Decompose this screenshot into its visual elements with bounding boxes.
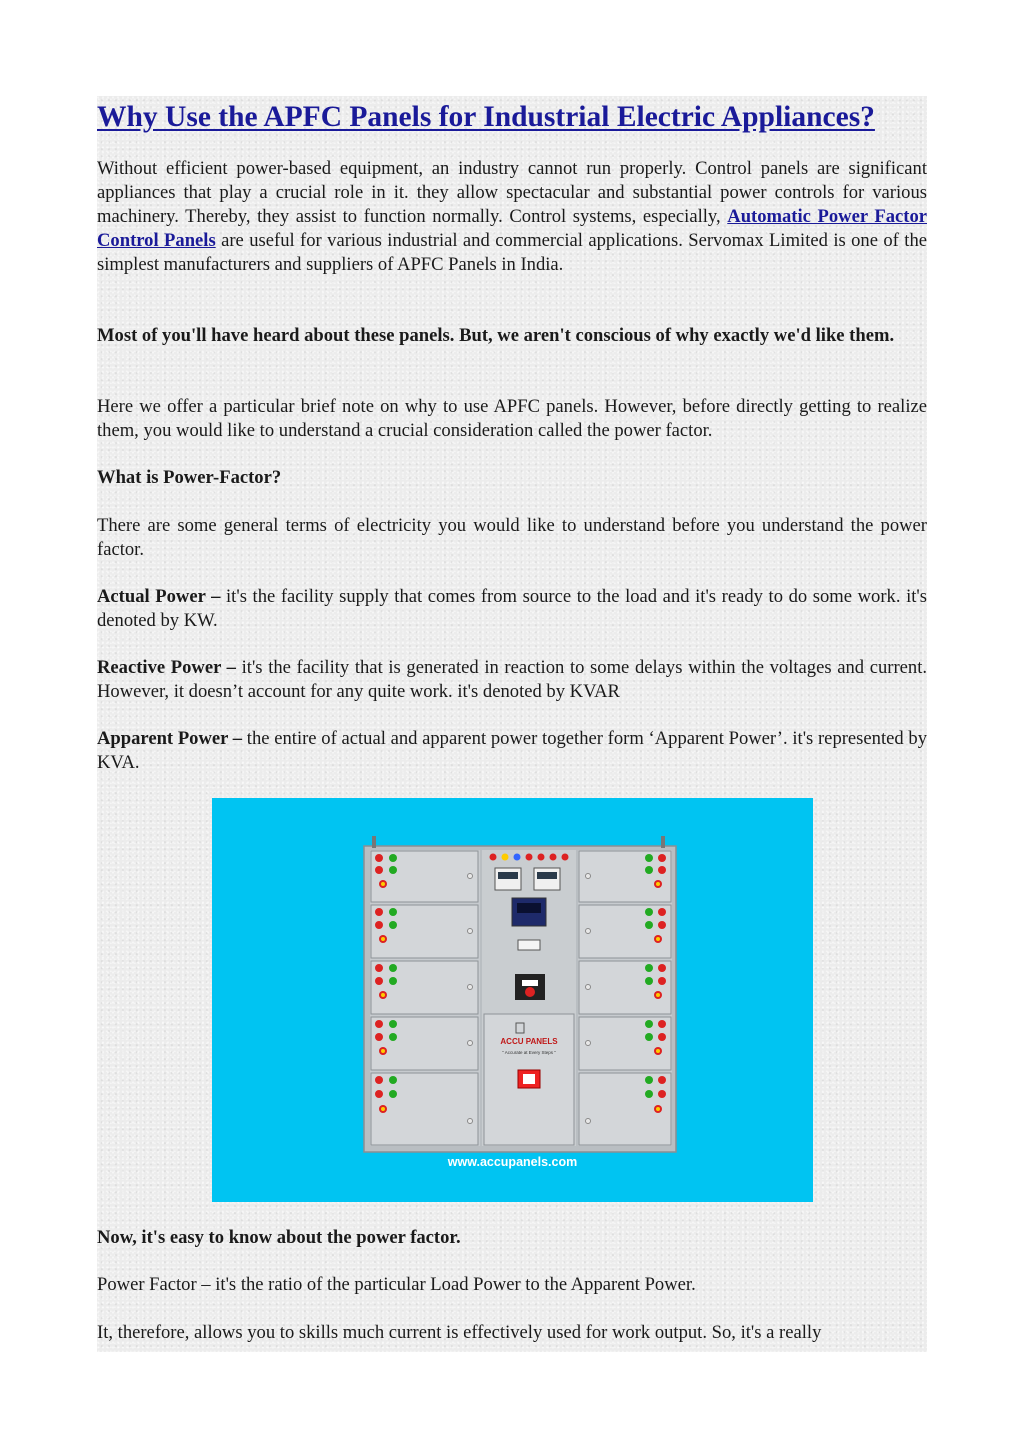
actual-power-text: it's the facility supply that comes from source to the load and it's ready to do some work. it's denoted by KW. [97,586,927,631]
apparent-power-text: the entire of actual and apparent power together form ‘Apparent Power’. it's represented by KVA. [97,728,927,773]
reactive-power-text: it's the facility that is generated in reaction to some delays within the voltages and current. However, it doesn’t account for any quite work. it's denoted by KVAR [97,657,927,702]
image-caption: www.accupanels.com [447,1155,578,1169]
brief-note-paragraph: Here we offer a particular brief note on why to use APFC panels. However, before directly getting to realize them, you would like to understand a crucial consideration called the power factor. [97,396,927,441]
power-factor-heading-text: What is Power-Factor? [97,467,282,488]
brand-logo-text: ACCU PANELS [500,1037,558,1046]
intro-text-start: Without efficient power-based equipment, an industry cannot run properly. Control panels are significant appliances that play a crucial role in it. they allow spectacular and substantial power controls for various machinery. Thereby, they assist to function normally. Control systems, especially, [97,158,927,227]
intro-text-end: are useful for various industrial and commercial applications. Servomax Limited is one of the simplest manufacturers and suppliers of APFC Panels in India. [97,230,927,275]
now-easy-heading [97,1226,927,1250]
brand-tagline: " Accurate at Every Steps " [502,1050,556,1055]
apparent-power-paragraph [97,727,927,775]
actual-power-term: Actual Power – [97,586,221,607]
apfc-panel-image [212,798,813,1202]
reactive-power-paragraph [97,656,927,704]
apfc-panel-illustration [212,798,813,1202]
closing-paragraph: It, therefore, allows you to skills much current is effectively used for work output. So, it's a really [97,1322,822,1343]
bold-question-text: Most of you'll have heard about these panels. But, we aren't conscious of why exactly we'd like them. [97,325,895,346]
page-title: Why Use the APFC Panels for Industrial Electric Appliances? [97,101,875,133]
power-factor-heading [97,466,927,490]
intro-paragraph [97,157,927,277]
document-page [97,96,927,1352]
general-terms-paragraph: There are some general terms of electricity you would like to understand before you understand the power factor. [97,515,927,560]
power-factor-definition: Power Factor – it's the ratio of the particular Load Power to the Apparent Power. [97,1274,696,1295]
now-easy-heading-text: Now, it's easy to know about the power factor. [97,1227,461,1248]
actual-power-paragraph [97,585,927,633]
apparent-power-term: Apparent Power – [97,728,243,749]
reactive-power-term: Reactive Power – [97,657,236,678]
apfc-panels-link[interactable]: Automatic Power Factor Control Panels [97,206,927,251]
bold-question-paragraph [97,324,927,348]
